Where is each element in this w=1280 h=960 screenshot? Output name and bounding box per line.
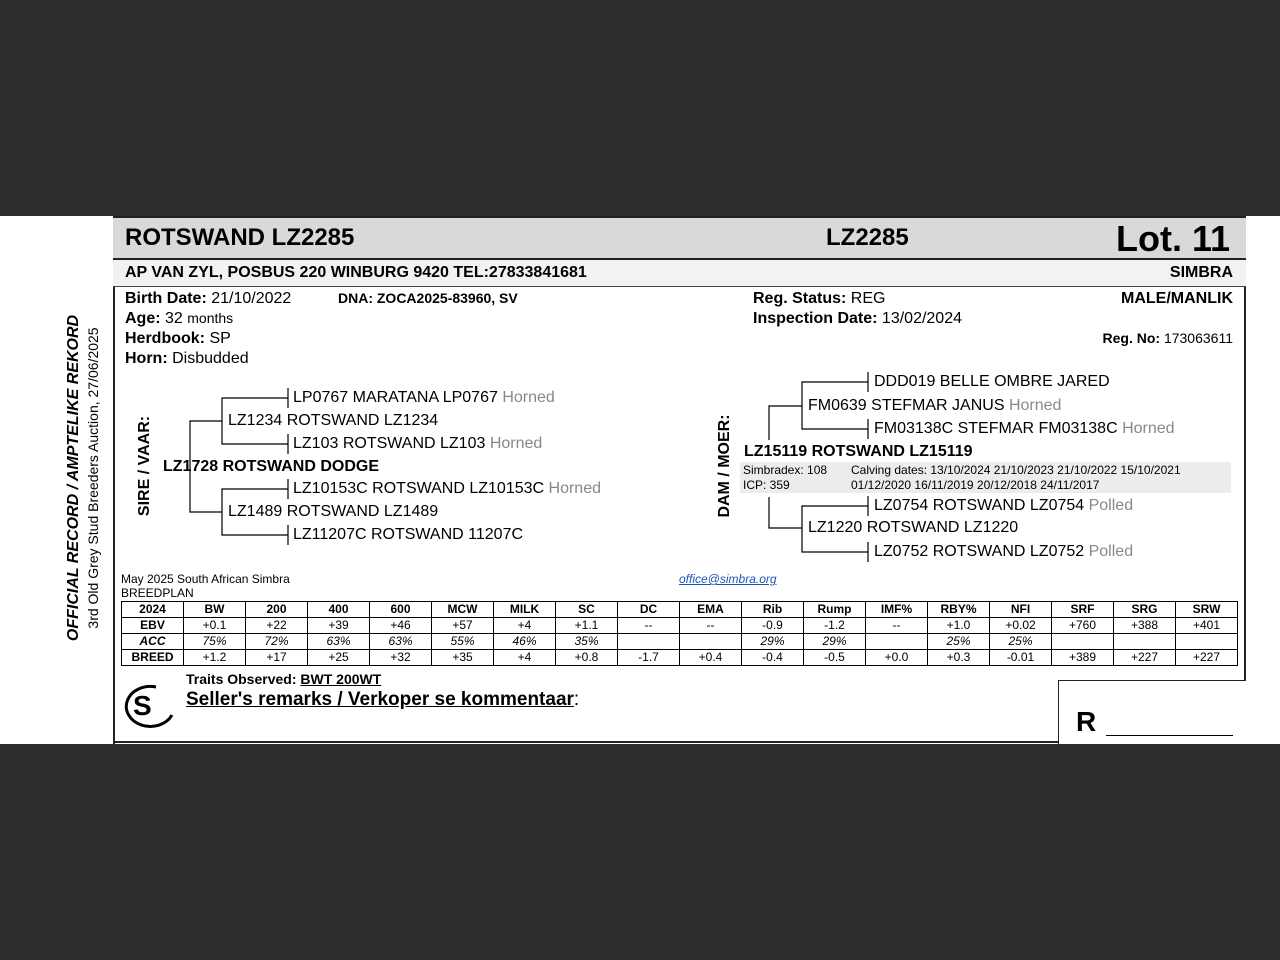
- simbradex: Simbradex: 108: [743, 463, 828, 477]
- reg-number: Reg. No: 173063611: [1102, 330, 1233, 346]
- ebv-cell: 600: [370, 602, 432, 618]
- breedplan-label: BREEDPLAN: [121, 586, 194, 600]
- ebv-cell: -0.5: [804, 650, 866, 666]
- ebv-cell: 200: [246, 602, 308, 618]
- breedplan-source: May 2025 South African Simbra: [121, 572, 290, 586]
- ebv-cell: --: [680, 618, 742, 634]
- ebv-cell: 29%: [804, 634, 866, 650]
- ebv-cell: +0.02: [990, 618, 1052, 634]
- reg-status: Reg. Status: REG: [753, 290, 886, 307]
- auction-label: 3rd Old Grey Stud Breeders Auction, 27/06/2025: [85, 327, 101, 629]
- ebv-cell: RBY%: [928, 602, 990, 618]
- calving-dates-2: 01/12/2020 16/11/2019 20/12/2018 24/11/2017: [851, 478, 1100, 492]
- icp: ICP: 359: [743, 478, 790, 492]
- ebv-cell: +389: [1052, 650, 1114, 666]
- sire-dam-dam: LZ11207C ROTSWAND 11207C: [293, 526, 524, 543]
- ebv-cell: +22: [246, 618, 308, 634]
- sire-sire-dam: LZ103 ROTSWAND LZ103 Horned: [293, 435, 543, 452]
- sire-name: LZ1728 ROTSWAND DODGE: [163, 458, 380, 475]
- acc-row: [122, 634, 1238, 650]
- ebv-cell: +46: [370, 618, 432, 634]
- ebv-cell: +35: [432, 650, 494, 666]
- ebv-cell: +25: [308, 650, 370, 666]
- price-line[interactable]: [1106, 735, 1233, 736]
- ebv-cell: Rib: [742, 602, 804, 618]
- ebv-cell: 63%: [370, 634, 432, 650]
- ebv-cell: +401: [1176, 618, 1238, 634]
- dam-dam-sire: LZ0754 ROTSWAND LZ0754 Polled: [874, 497, 1134, 514]
- row-header-cell: ACC: [122, 634, 184, 650]
- dam-dam-dam: LZ0752 ROTSWAND LZ0752 Polled: [874, 543, 1134, 560]
- ebv-cell: 46%: [494, 634, 556, 650]
- table-header-row: [122, 602, 1238, 618]
- sire-dam-sire: LZ10153C ROTSWAND LZ10153C Horned: [293, 480, 601, 497]
- ebv-cell: [618, 634, 680, 650]
- ebv-cell: +227: [1114, 650, 1176, 666]
- ebv-cell: DC: [618, 602, 680, 618]
- ebv-cell: -0.01: [990, 650, 1052, 666]
- ebv-cell: --: [618, 618, 680, 634]
- ebv-cell: +39: [308, 618, 370, 634]
- ebv-cell: Rump: [804, 602, 866, 618]
- ebv-cell: +1.2: [184, 650, 246, 666]
- dam-name: LZ15119 ROTSWAND LZ15119: [744, 443, 973, 460]
- ebv-cell: SRW: [1176, 602, 1238, 618]
- r-label: R: [1076, 706, 1097, 737]
- sire-dam: LZ1489 ROTSWAND LZ1489: [228, 503, 439, 520]
- ebv-cell: -0.4: [742, 650, 804, 666]
- calving-dates: Calving dates: 13/10/2024 21/10/2023 21/10/2022 15/10/2021: [851, 463, 1181, 477]
- ebv-cell: [680, 634, 742, 650]
- ebv-cell: +1.0: [928, 618, 990, 634]
- ebv-cell: +760: [1052, 618, 1114, 634]
- animal-code: LZ2285: [826, 224, 909, 251]
- official-record-label: OFFICIAL RECORD / AMPTELIKE REKORD: [65, 314, 82, 642]
- birth-date: Birth Date: 21/10/2022: [125, 290, 292, 307]
- sex: MALE/MANLIK: [1121, 290, 1233, 307]
- ebv-cell: +1.1: [556, 618, 618, 634]
- ebv-cell: [1114, 634, 1176, 650]
- svg-text:S: S: [133, 690, 152, 721]
- ebv-cell: MILK: [494, 602, 556, 618]
- ebv-cell: +57: [432, 618, 494, 634]
- ebv-cell: +4: [494, 650, 556, 666]
- ebv-cell: EMA: [680, 602, 742, 618]
- ebv-cell: BW: [184, 602, 246, 618]
- email-link[interactable]: office@simbra.org: [679, 572, 777, 586]
- dam-sire-dam: FM03138C STEFMAR FM03138C Horned: [874, 420, 1175, 437]
- lot-number: Lot. 11: [1116, 218, 1231, 259]
- seller-remarks: Seller's remarks / Verkoper se kommentaar:: [186, 689, 580, 710]
- breed-name: SIMBRA: [1169, 264, 1233, 281]
- ebv-cell: -1.2: [804, 618, 866, 634]
- ebv-cell: -1.7: [618, 650, 680, 666]
- ebv-cell: MCW: [432, 602, 494, 618]
- dam-dam: LZ1220 ROTSWAND LZ1220: [808, 519, 1019, 536]
- ebv-cell: SRG: [1114, 602, 1176, 618]
- ebv-cell: +0.3: [928, 650, 990, 666]
- dna-info: DNA: ZOCA2025-83960, SV: [338, 290, 518, 306]
- ebv-cell: 25%: [990, 634, 1052, 650]
- animal-name: ROTSWAND LZ2285: [125, 224, 355, 251]
- ebv-cell: SRF: [1052, 602, 1114, 618]
- row-header-cell: BREED: [122, 650, 184, 666]
- ebv-cell: 55%: [432, 634, 494, 650]
- owner-info: AP VAN ZYL, POSBUS 220 WINBURG 9420 TEL:27833841681: [125, 264, 587, 281]
- row-header-cell: 2024: [122, 602, 184, 618]
- ebv-cell: 75%: [184, 634, 246, 650]
- ebv-cell: +0.1: [184, 618, 246, 634]
- ebv-cell: -0.9: [742, 618, 804, 634]
- ebv-cell: +388: [1114, 618, 1176, 634]
- ebv-cell: [1176, 634, 1238, 650]
- ebv-cell: 25%: [928, 634, 990, 650]
- ebv-cell: +0.8: [556, 650, 618, 666]
- dam-sire: FM0639 STEFMAR JANUS Horned: [808, 397, 1062, 414]
- ebv-cell: +0.0: [866, 650, 928, 666]
- ebv-cell: SC: [556, 602, 618, 618]
- bottom-rule: [113, 741, 1060, 743]
- sire-sire: LZ1234 ROTSWAND LZ1234: [228, 412, 439, 429]
- ebv-cell: 63%: [308, 634, 370, 650]
- ebv-cell: +4: [494, 618, 556, 634]
- dam-sire-sire: DDD019 BELLE OMBRE JARED: [874, 373, 1110, 390]
- inspection-date: Inspection Date: 13/02/2024: [753, 310, 962, 327]
- ebv-row: [122, 618, 1238, 634]
- simbra-logo-icon: [116, 681, 178, 731]
- ebv-cell: +17: [246, 650, 308, 666]
- traits-observed: Traits Observed: BWT 200WT: [186, 671, 382, 687]
- ebv-cell: 29%: [742, 634, 804, 650]
- horn-status: Horn: Disbudded: [125, 350, 249, 367]
- ebv-cell: [1052, 634, 1114, 650]
- ebv-cell: --: [866, 618, 928, 634]
- breed-row: [122, 650, 1238, 666]
- ebv-cell: +227: [1176, 650, 1238, 666]
- sire-sire-sire: LP0767 MARATANA LP0767 Horned: [293, 389, 555, 406]
- ebv-cell: NFI: [990, 602, 1052, 618]
- ebv-cell: +32: [370, 650, 432, 666]
- ebv-cell: +0.4: [680, 650, 742, 666]
- herdbook: Herdbook: SP: [125, 330, 231, 347]
- ebv-cell: 400: [308, 602, 370, 618]
- ebv-cell: 72%: [246, 634, 308, 650]
- age: Age: 32 months: [125, 310, 234, 327]
- sire-label: SIRE / VAAR:: [136, 415, 153, 517]
- dam-label: DAM / MOER:: [716, 414, 733, 518]
- row-header-cell: EBV: [122, 618, 184, 634]
- ebv-table: [121, 601, 1238, 666]
- ebv-cell: IMF%: [866, 602, 928, 618]
- ebv-cell: [866, 634, 928, 650]
- ebv-cell: 35%: [556, 634, 618, 650]
